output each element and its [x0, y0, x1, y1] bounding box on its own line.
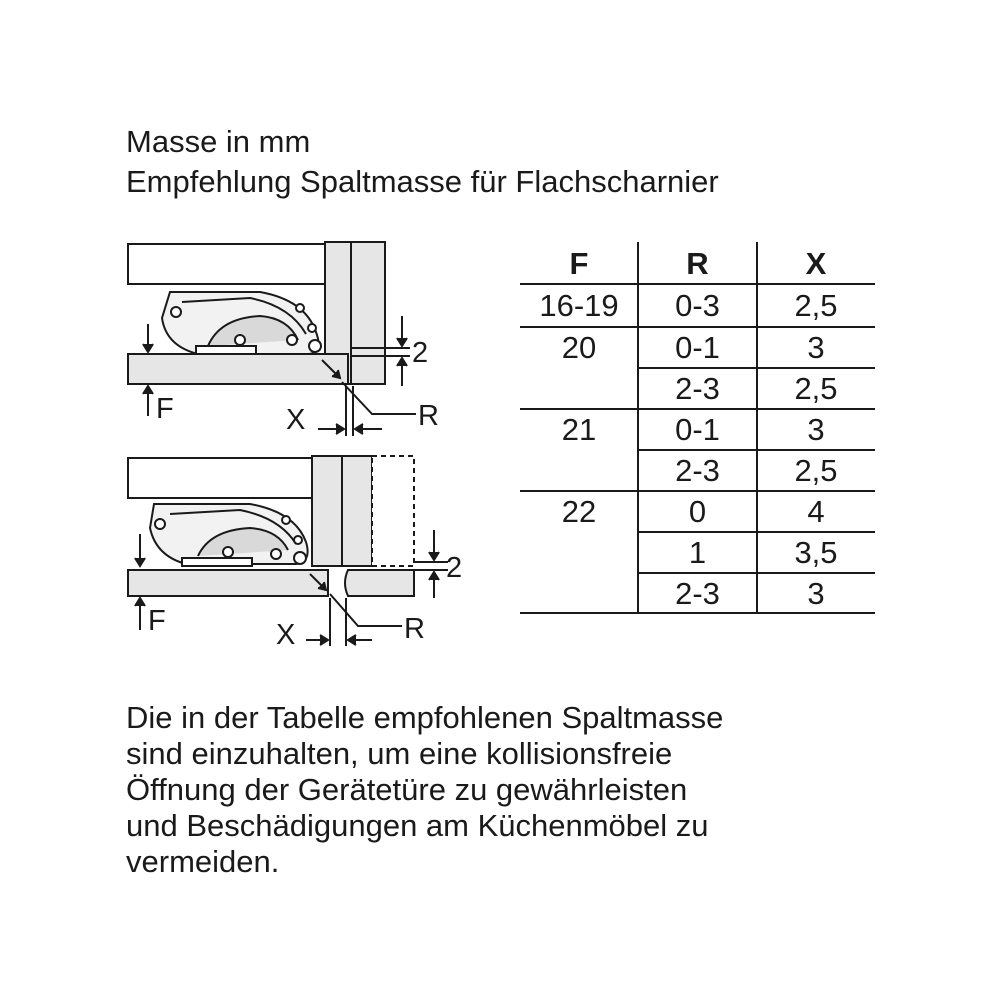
table-cell-r: 2-3 [675, 453, 720, 488]
f-arrowhead-bottom [143, 386, 153, 394]
footer-line: sind einzuhalten, um eine kollisionsfreie [126, 736, 673, 771]
door-outline-dashed [372, 456, 414, 566]
table-cell-x: 2,5 [794, 371, 838, 406]
footer-line: Öffnung der Gerätetüre zu gewährleisten [126, 772, 688, 807]
label-f: F [156, 393, 174, 425]
footer-note [126, 700, 946, 880]
label-gap: 2 [412, 337, 429, 369]
table-header-r: R [686, 246, 709, 281]
hinge-pivot-5 [308, 324, 316, 332]
table-cell-x: 3 [807, 576, 825, 611]
table-cell-x: 3,5 [794, 535, 838, 570]
table-cell-r: 0-1 [675, 330, 720, 365]
footer-line: Die in der Tabelle empfohlenen Spaltmasse [126, 700, 724, 735]
table-cell-x: 4 [807, 494, 825, 529]
cabinet-panel [128, 354, 348, 384]
table-cell-x: 3 [807, 412, 825, 447]
hinge-pivot-1 [155, 519, 165, 529]
table-cell-f: 20 [561, 330, 597, 365]
footer-line: vermeiden. [126, 844, 280, 879]
gap-table [520, 240, 875, 615]
table-cell-f: 21 [561, 412, 597, 447]
door-stile-2 [342, 456, 372, 566]
hinge-pivot-1 [171, 307, 181, 317]
appliance-panel [128, 458, 328, 498]
table-cell-r: 1 [688, 535, 707, 570]
cabinet-panel-left [128, 570, 328, 596]
hinge-pivot-3 [287, 335, 297, 345]
table-cell-x: 2,5 [794, 288, 838, 323]
hinge-pivot-3 [271, 549, 281, 559]
table-cell-x: 2,5 [794, 453, 838, 488]
table-header-x: X [805, 246, 827, 281]
hinge-diagram-top [110, 236, 460, 446]
hinge-pivot-4 [282, 516, 290, 524]
hinge-pivot-5 [294, 536, 302, 544]
hinge-diagram-bottom-svg [110, 450, 463, 660]
label-gap: 2 [446, 552, 463, 584]
f-arrowhead-top [143, 344, 153, 352]
table-cell-r: 2-3 [675, 371, 720, 406]
table-cell-x: 3 [807, 330, 825, 365]
label-r: R [418, 400, 439, 432]
hinge-pivot-6 [309, 340, 321, 352]
table-cell-r: 0-3 [675, 288, 720, 323]
table-cell-r: 0 [688, 494, 707, 529]
footer-line: und Beschädigungen am Küchenmöbel zu [126, 808, 709, 843]
table-cell-f: 22 [561, 494, 597, 529]
title-units: Masse in mm [126, 124, 311, 159]
label-f: F [148, 605, 166, 637]
hinge-pivot-6 [294, 552, 306, 564]
title-recommendation: Empfehlung Spaltmasse für Flachscharnier [126, 164, 719, 199]
hinge-diagram-bottom [110, 450, 463, 660]
table-cell-r: 2-3 [675, 576, 720, 611]
label-x: X [286, 404, 306, 436]
label-x: X [276, 619, 296, 651]
hinge-pivot-2 [223, 547, 233, 557]
door-stile-1 [312, 456, 342, 566]
table-cell-f: 16-19 [539, 288, 619, 323]
appliance-panel [128, 244, 343, 284]
table-header-f: F [569, 246, 589, 281]
label-r: R [404, 613, 425, 645]
table-cell-r: 0-1 [675, 412, 720, 447]
hinge-diagram-top-svg [110, 236, 460, 446]
cabinet-panel-right [345, 570, 414, 596]
door-stile-2 [351, 242, 385, 384]
hinge-pivot-4 [296, 304, 304, 312]
hinge-pivot-2 [235, 335, 245, 345]
